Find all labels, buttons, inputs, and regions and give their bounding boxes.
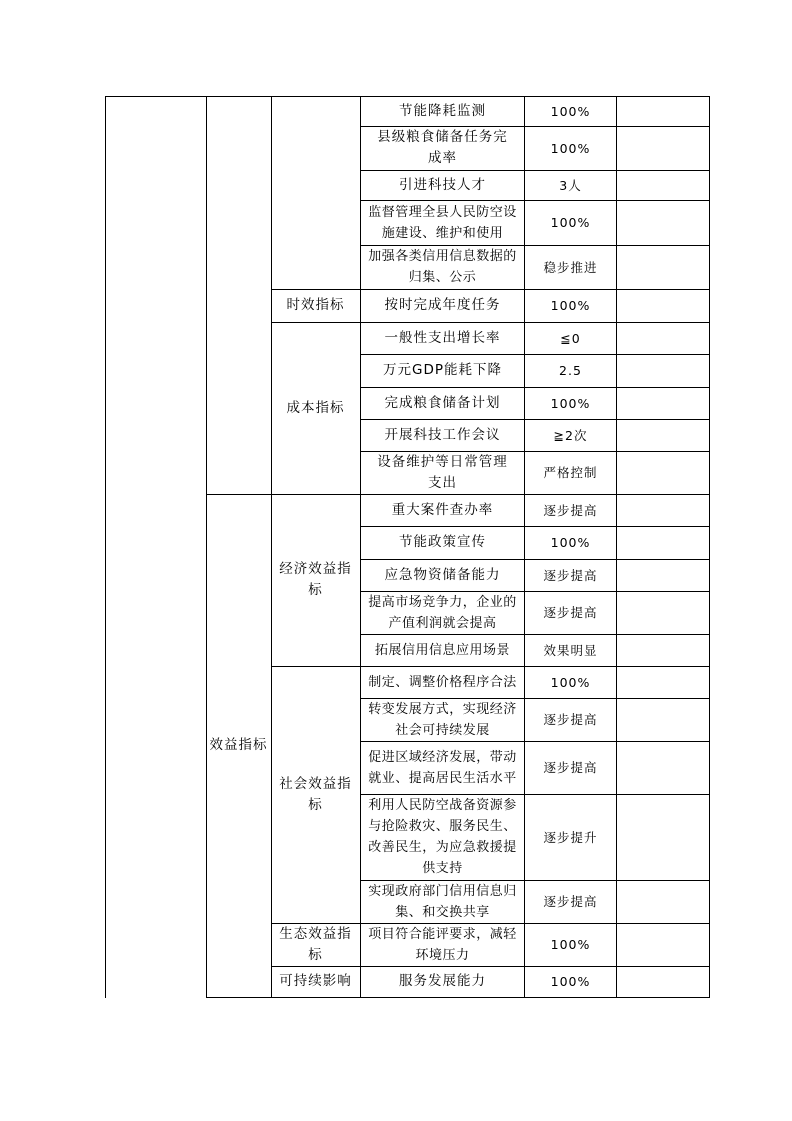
value-cell: 100% [550,674,591,690]
indicator-cell: 拓展信用信息应用场景 [374,642,510,658]
value-cell: ≧2次 [553,427,588,443]
grid-vline [616,96,617,998]
value-cell: 逐步提高 [543,712,598,727]
indicator-cell: 服务发展能力 [399,973,486,989]
value-cell: 逐步提高 [543,894,598,909]
subcategory-label: 生态效益指标 [279,925,352,963]
indicator-cell: 制定、调整价格程序合法 [368,674,517,690]
value-cell: 100% [550,215,591,230]
indicator-cell: 应急物资储备能力 [384,566,501,583]
indicator-cell: 转变发展方式，实现经济社会可持续发展 [368,701,517,738]
value-cell: 稳步推进 [543,259,598,275]
subcategory-label: 社会效益指标 [279,775,352,813]
value-cell: 逐步提高 [543,567,598,583]
indicator-cell: 实现政府部门信用信息归集、和交换共享 [368,883,517,920]
value-cell: 100% [550,395,591,411]
indicator-cell: 利用人民防空战备资源参与抢险救灾、服务民生、改善民生，为应急救援提供支持 [368,798,517,876]
value-cell: 100% [550,103,591,119]
indicator-cell: 设备维护等日常管理支出 [377,453,508,491]
indicator-cell: 节能政策宣传 [399,534,486,550]
value-cell: 逐步提高 [543,760,598,775]
grid-vline [105,96,106,998]
value-cell: 100% [550,937,591,952]
indicator-cell: 按时完成年度任务 [384,297,501,313]
value-cell: 2.5 [559,363,582,378]
indicator-cell: 县级粮食储备任务完成率 [377,129,508,166]
indicator-cell: 项目符合能评要求，减轻环境压力 [368,926,517,963]
value-cell: 3人 [559,177,582,193]
indicator-cell: 促进区域经济发展，带动就业、提高居民生活水平 [368,749,517,786]
value-cell: 严格控制 [543,465,598,480]
subcategory-label: 成本指标 [286,399,345,416]
value-cell: 100% [550,140,591,156]
value-cell: 逐步提高 [543,605,598,620]
indicator-cell: 引进科技人才 [399,176,486,193]
value-cell: 逐步提高 [543,502,598,518]
subcategory-label: 可持续影响 [279,973,352,989]
grid-vline [709,96,710,998]
indicator-cell: 一般性支出增长率 [384,329,501,346]
indicator-cell: 提高市场竞争力，企业的产值利润就会提高 [368,594,517,631]
value-cell: 100% [550,974,591,989]
value-cell: 100% [550,298,591,313]
indicator-cell: 开展科技工作会议 [384,426,501,443]
indicator-cell: 万元GDP能耗下降 [383,362,502,378]
category-label: 效益指标 [209,737,268,753]
subcategory-label: 经济效益指标 [279,561,352,598]
indicator-cell: 加强各类信用信息数据的归集、公示 [368,249,517,285]
value-cell: 100% [550,535,591,550]
value-cell: 效果明显 [543,642,598,658]
value-cell: 逐步提升 [543,829,598,845]
value-cell: ≦0 [560,330,581,346]
indicator-cell: 监督管理全县人民防空设施建设、维护和使用 [368,204,517,241]
indicator-cell: 节能降耗监测 [399,102,486,119]
grid-hline [206,997,710,998]
indicator-cell: 重大案件查办率 [391,501,494,518]
indicator-cell: 完成粮食储备计划 [384,394,501,411]
subcategory-label: 时效指标 [286,297,345,313]
